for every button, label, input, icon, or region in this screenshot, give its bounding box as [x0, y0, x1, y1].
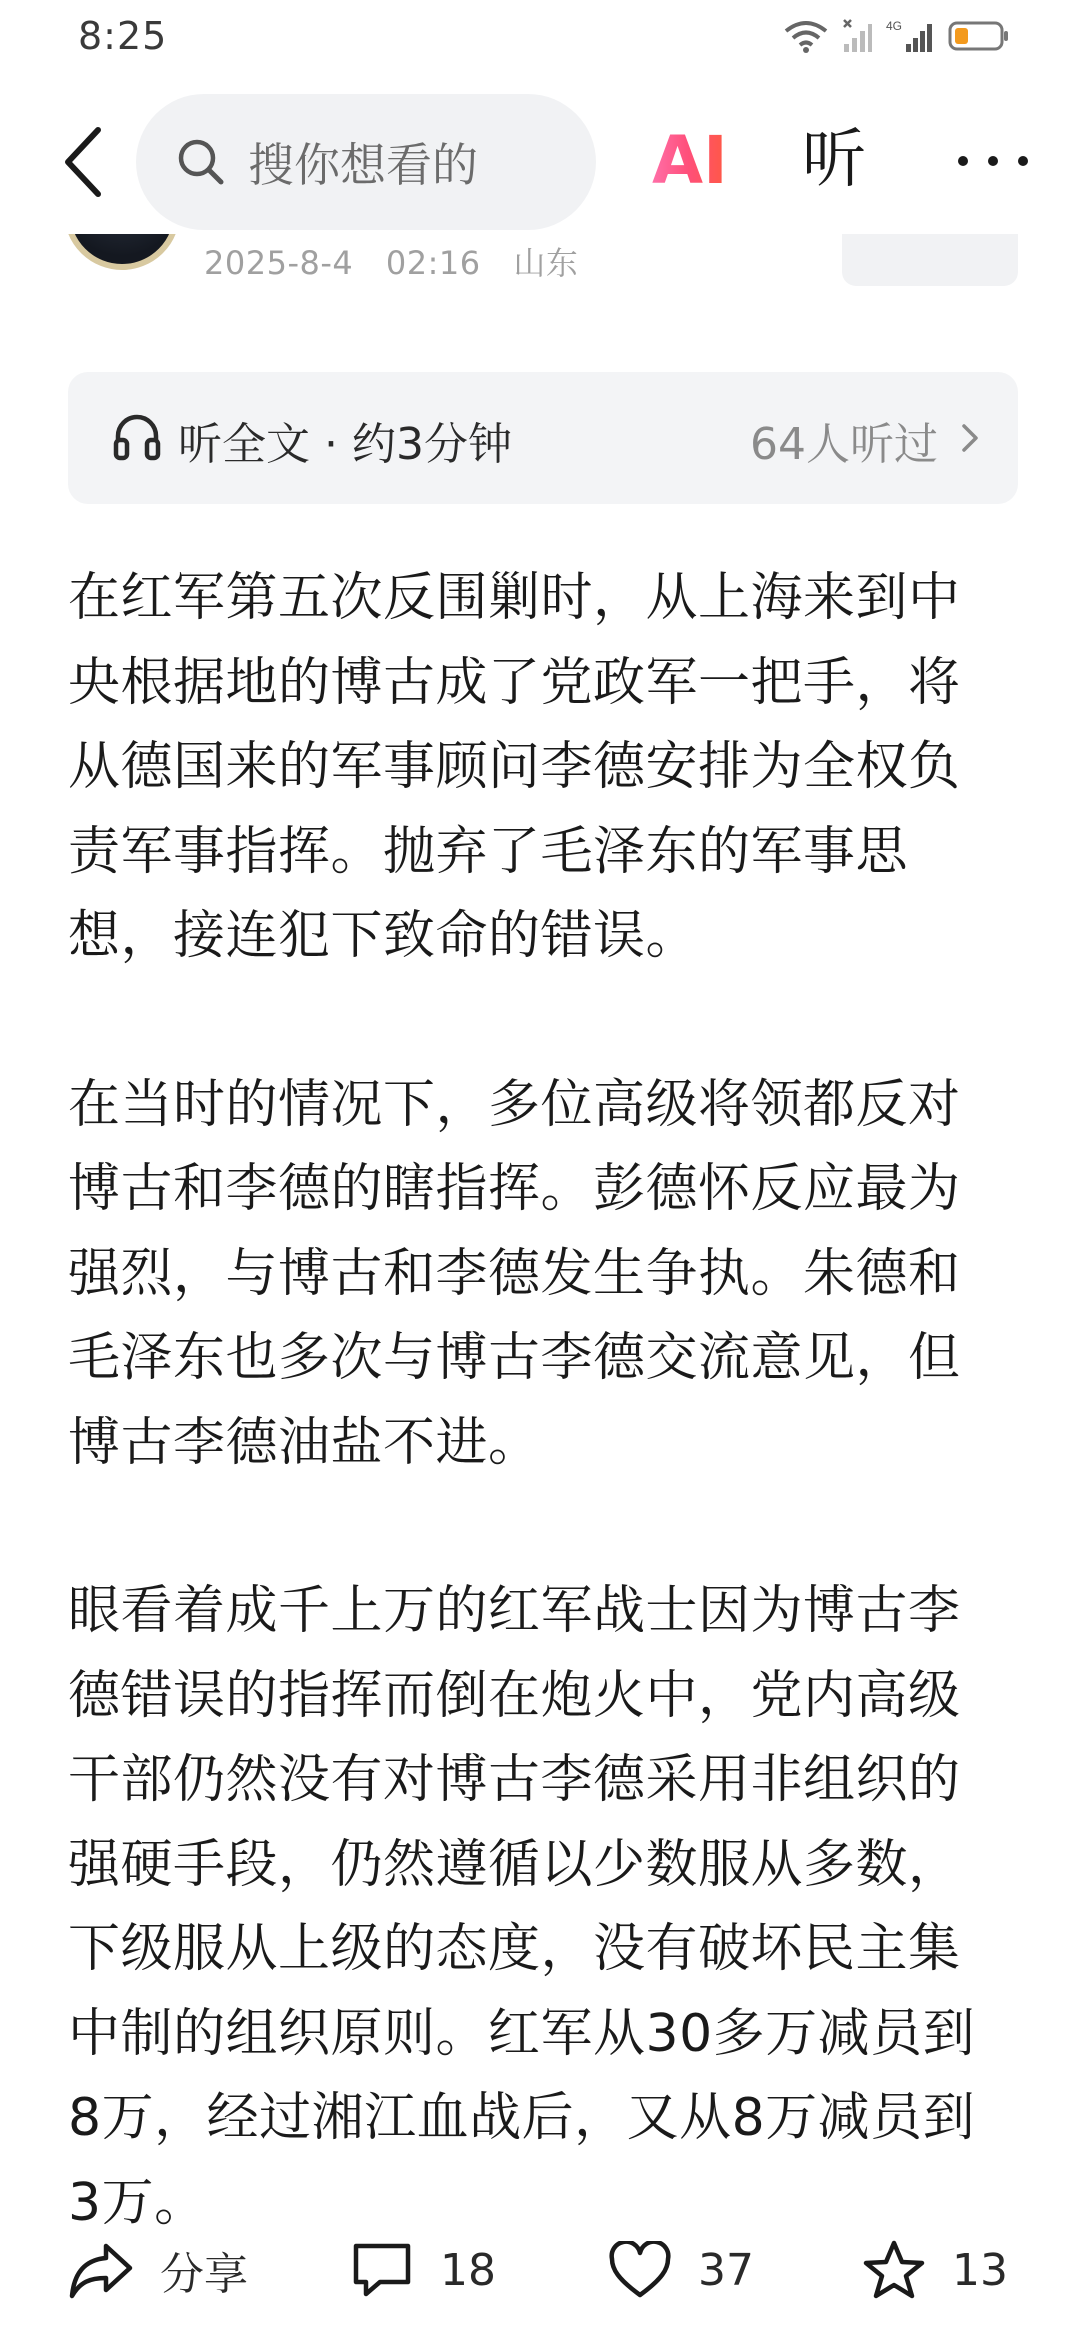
comment-icon — [350, 2240, 414, 2300]
listen-button[interactable]: 听 — [802, 123, 866, 197]
comment-button[interactable] — [350, 2220, 496, 2320]
share-icon — [68, 2240, 134, 2300]
comment-count: 18 — [440, 2244, 496, 2296]
search-icon — [176, 137, 226, 187]
signal-icon — [886, 18, 934, 54]
heart-icon — [608, 2241, 672, 2299]
share-label: 分享 — [160, 2249, 248, 2300]
more-icon[interactable] — [958, 146, 1028, 176]
ai-button[interactable]: AI — [652, 116, 732, 206]
post-location: 山东 — [513, 244, 579, 282]
favorite-button[interactable] — [862, 2220, 1008, 2320]
status-time: 8:25 — [78, 14, 168, 58]
like-count: 37 — [698, 2244, 754, 2296]
top-nav — [0, 86, 1080, 234]
back-arrow-icon — [54, 122, 114, 202]
battery-icon — [948, 20, 1010, 52]
listen-count: 64人听过 — [750, 419, 938, 470]
article-paragraph: 在当时的情况下，多位高级将领都反对博古和李德的瞎指挥。彭德怀反应最为强烈，与博古和李德发生争执。朱德和毛泽东也多次与博古李德交流意见，但博古李德油盐不进。 — [68, 1074, 961, 1473]
post-date: 2025-8-4 — [204, 244, 354, 282]
article-body — [68, 556, 1008, 2329]
listen-label: 听全文 · 约3分钟 — [178, 419, 512, 470]
status-bar — [0, 0, 1080, 76]
no-signal-icon — [842, 18, 872, 54]
star-icon — [862, 2239, 926, 2301]
network-type: 4G — [886, 19, 903, 33]
favorite-count: 13 — [952, 2244, 1008, 2296]
headphone-icon — [112, 412, 162, 462]
post-meta — [204, 238, 600, 284]
listen-full-text-card[interactable] — [68, 372, 1018, 504]
search-placeholder: 搜你想看的 — [248, 138, 478, 192]
status-icons — [784, 16, 1010, 56]
share-button[interactable] — [68, 2220, 248, 2320]
bottom-action-bar — [0, 2220, 1080, 2320]
article-paragraph: 在红军第五次反围剿时，从上海来到中央根据地的博古成了党政军一把手，将从德国来的军事顾问李德安排为全权负责军事指挥。抛弃了毛泽东的军事思想，接连犯下致命的错误。 — [68, 568, 961, 966]
chevron-right-icon — [960, 422, 980, 454]
search-input[interactable] — [136, 94, 596, 230]
like-button[interactable] — [608, 2220, 754, 2320]
article-paragraph: 眼看着成千上万的红军战士因为博古李德错误的指挥而倒在炮火中，党内高级干部仍然没有对博古李德采用非组织的强硬手段，仍然遵循以少数服从多数，下级服从上级的态度，没有破坏民主集中制的组织原则。红军从30多万减员到8万，经过湘江血战后，又从8万减员到3万。 — [68, 1581, 976, 2233]
post-time: 02:16 — [385, 244, 481, 282]
back-button[interactable] — [54, 122, 114, 202]
wifi-icon — [784, 19, 828, 53]
